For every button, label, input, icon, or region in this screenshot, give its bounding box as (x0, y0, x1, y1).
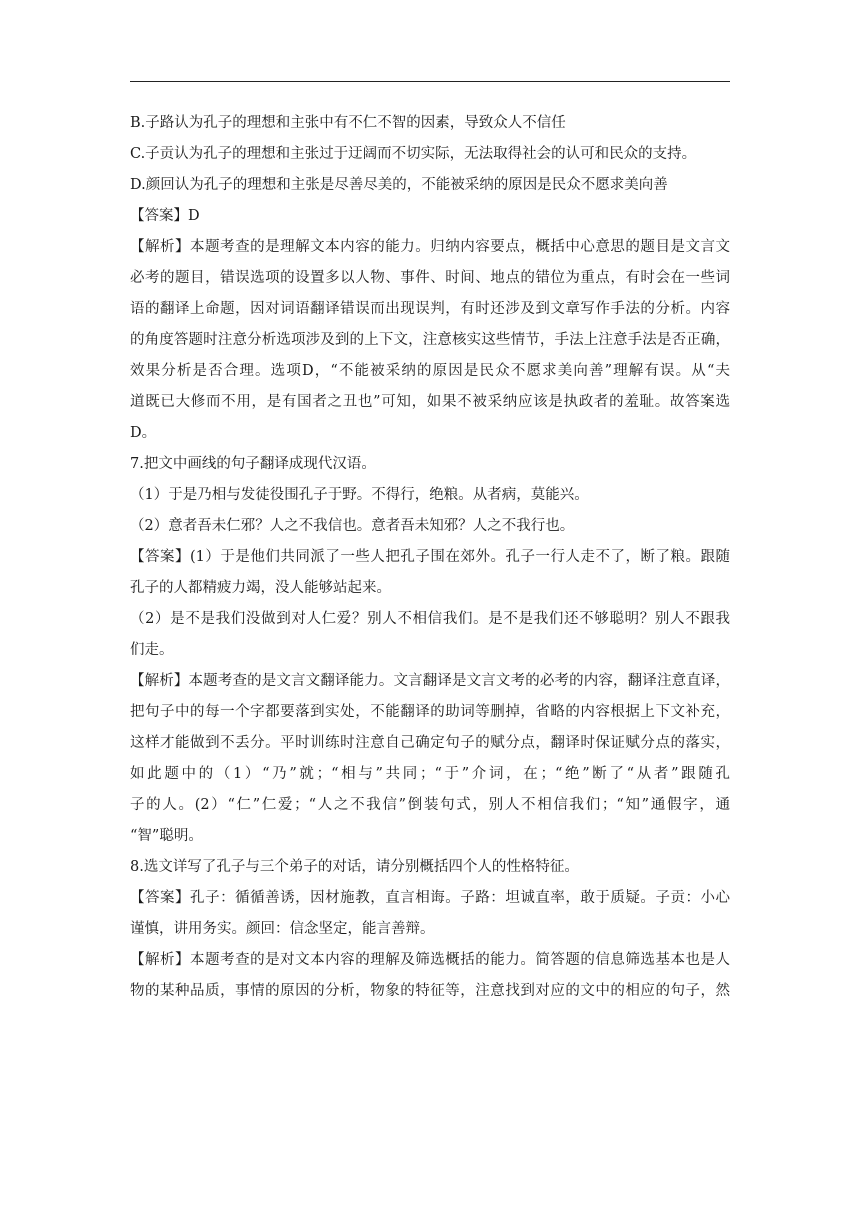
analysis-6-line-5: 效果分析是否合理。选项D，“不能被采纳的原因是民众不愿求美向善”理解有误。从“夫 (130, 363, 730, 379)
analysis-6-line-7: D。 (130, 425, 157, 441)
analysis-6-line-6: 道既已大修而不用，是有国者之丑也”可知，如果不被采纳应该是执政者的羞耻。故答案选 (130, 394, 730, 410)
answer-7-line-2: 孔子的人都精疲力竭，没人能够站起来。 (130, 580, 391, 596)
answer-8-line-1: 【答案】孔子：循循善诱，因材施教，直言相诲。子路：坦诚直率，敢于质疑。子贡：小心 (130, 890, 730, 906)
document-body (130, 108, 730, 1007)
analysis-7-line-4: 如此题中的（1）“乃”就；“相与”共同；“于”介词，在；“绝”断了“从者”跟随孔 (130, 766, 730, 782)
header-rule (130, 81, 730, 82)
analysis-7-line-5: 子的人。(2）“仁”仁爱；“人之不我信”倒装句式，别人不相信我们；“知”通假字，通 (130, 797, 730, 813)
answer-7-line-4: 们走。 (130, 642, 174, 658)
answer-7-line-3: （2）是不是我们没做到对人仁爱？别人不相信我们。是不是我们还不够聪明？别人不跟我 (130, 611, 730, 627)
question-7-sentence-1: （1）于是乃相与发徒役围孔子于野。不得行，绝粮。从者病，莫能兴。 (130, 487, 589, 503)
analysis-6-line-4: 的角度答题时注意分析选项涉及到的上下文，注意核实这些情节，手法上注意手法是否正确， (130, 332, 730, 348)
analysis-6-line-3: 语的翻译上命题，因对词语翻译错误而出现误判，有时还涉及到文章写作手法的分析。内容 (130, 301, 730, 317)
question-7-sentence-2: （2）意者吾未仁邪？人之不我信也。意者吾未知邪？人之不我行也。 (130, 518, 575, 534)
analysis-7-line-6: “智”聪明。 (130, 828, 203, 844)
option-c-line: C.子贡认为孔子的理想和主张过于迂阔而不切实际，无法取得社会的认可和民众的支持。 (130, 146, 697, 162)
analysis-8-line-1: 【解析】本题考查的是对文本内容的理解及筛选概括的能力。简答题的信息筛选基本也是人 (130, 952, 730, 968)
option-b-line: B.子路认为孔子的理想和主张中有不仁不智的因素，导致众人不信任 (130, 115, 566, 131)
answer-7-line-1: 【答案】(1）于是他们共同派了一些人把孔子围在郊外。孔子一行人走不了，断了粮。跟随 (130, 549, 730, 565)
analysis-6-line-1: 【解析】本题考查的是理解文本内容的能力。归纳内容要点，概括中心意思的题目是文言文 (130, 239, 730, 255)
analysis-7-line-3: 这样才能做到不丢分。平时训练时注意自己确定句子的赋分点，翻译时保证赋分点的落实， (130, 735, 730, 751)
answer-6-line: 【答案】D (130, 208, 200, 224)
analysis-8-line-2: 物的某种品质，事情的原因的分析，物象的特征等，注意找到对应的文中的相应的句子，然 (130, 983, 730, 999)
analysis-7-line-2: 把句子中的每一个字都要落到实处，不能翻译的助词等删掉，省略的内容根据上下文补充， (130, 704, 730, 720)
option-d-line: D.颜回认为孔子的理想和主张是尽善尽美的，不能被采纳的原因是民众不愿求美向善 (130, 177, 668, 193)
answer-8-line-2: 谨慎，讲用务实。颜回：信念坚定，能言善辩。 (130, 921, 435, 937)
analysis-7-line-1: 【解析】本题考查的是文言文翻译能力。文言翻译是文言文考的必考的内容，翻译注意直译， (130, 673, 730, 689)
analysis-6-line-2: 必考的题目，错误选项的设置多以人物、事件、时间、地点的错位为重点，有时会在一些词 (130, 270, 730, 286)
question-7-line: 7.把文中画线的句子翻译成现代汉语。 (130, 456, 376, 472)
question-8-line: 8.选文详写了孔子与三个弟子的对话，请分别概括四个人的性格特征。 (130, 859, 579, 875)
